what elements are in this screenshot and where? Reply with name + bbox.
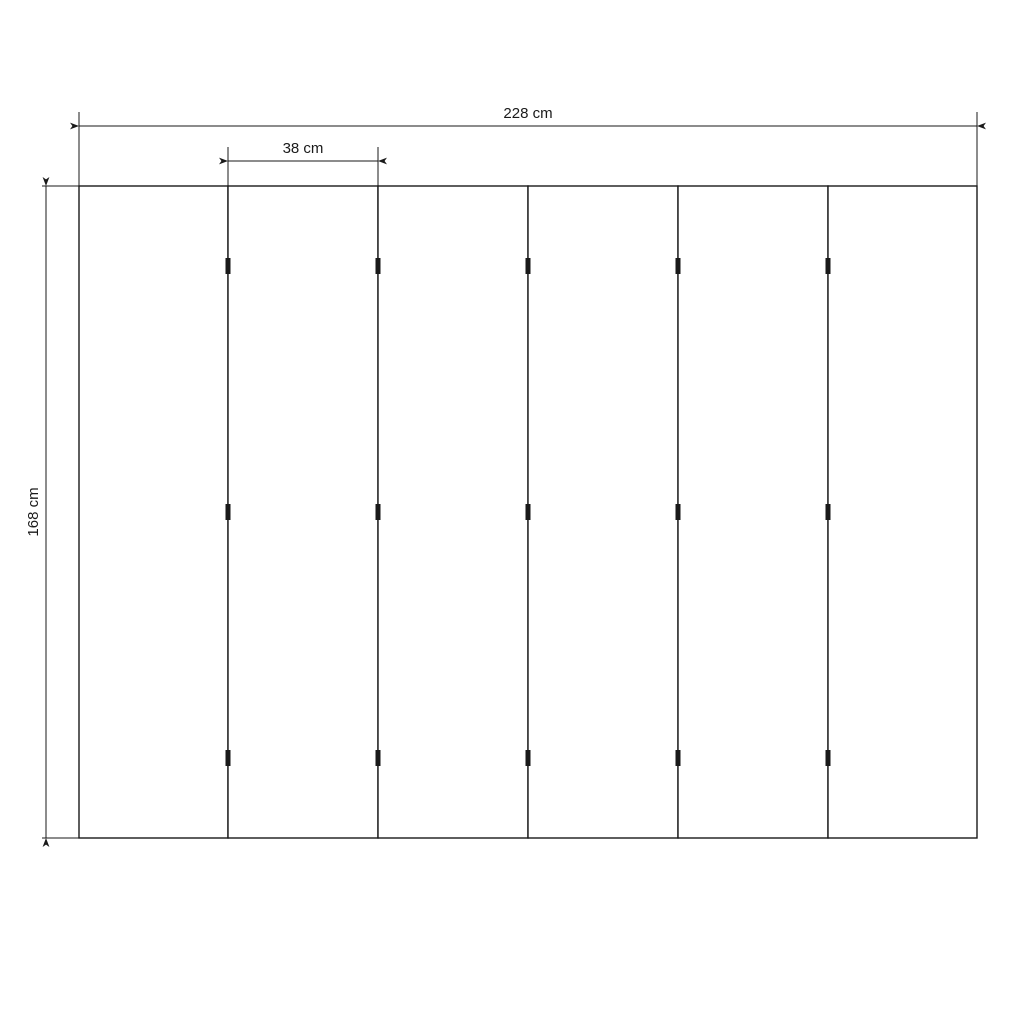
dimension-overall-height bbox=[24, 186, 46, 838]
hinge-icon bbox=[826, 750, 831, 766]
dimension-overall-width bbox=[79, 103, 977, 126]
panel-1 bbox=[79, 186, 228, 838]
hinge-icon bbox=[376, 504, 381, 520]
hinge-icon bbox=[526, 504, 531, 520]
dimension-panel-width bbox=[228, 138, 378, 161]
hinge-icon bbox=[826, 258, 831, 274]
hinge-icon bbox=[676, 258, 681, 274]
dimension-label-overall-height: 168 cm bbox=[25, 487, 42, 537]
panel-3 bbox=[378, 186, 528, 838]
hinge-icon bbox=[226, 750, 231, 766]
hinge-icon bbox=[226, 258, 231, 274]
panel-2 bbox=[228, 186, 378, 838]
hinge-icon bbox=[226, 504, 231, 520]
hinge-icon bbox=[526, 258, 531, 274]
panel-4 bbox=[528, 186, 678, 838]
hinge-icon bbox=[826, 504, 831, 520]
hinge-icon bbox=[376, 750, 381, 766]
dimension-label-overall-width: 228 cm bbox=[503, 105, 553, 122]
hinge-icon bbox=[676, 504, 681, 520]
dimension-label-panel-width: 38 cm bbox=[282, 140, 324, 157]
hinge-icon bbox=[526, 750, 531, 766]
hinge-icon bbox=[376, 258, 381, 274]
hinge-icon bbox=[676, 750, 681, 766]
panel-6 bbox=[828, 186, 977, 838]
panel-5 bbox=[678, 186, 828, 838]
